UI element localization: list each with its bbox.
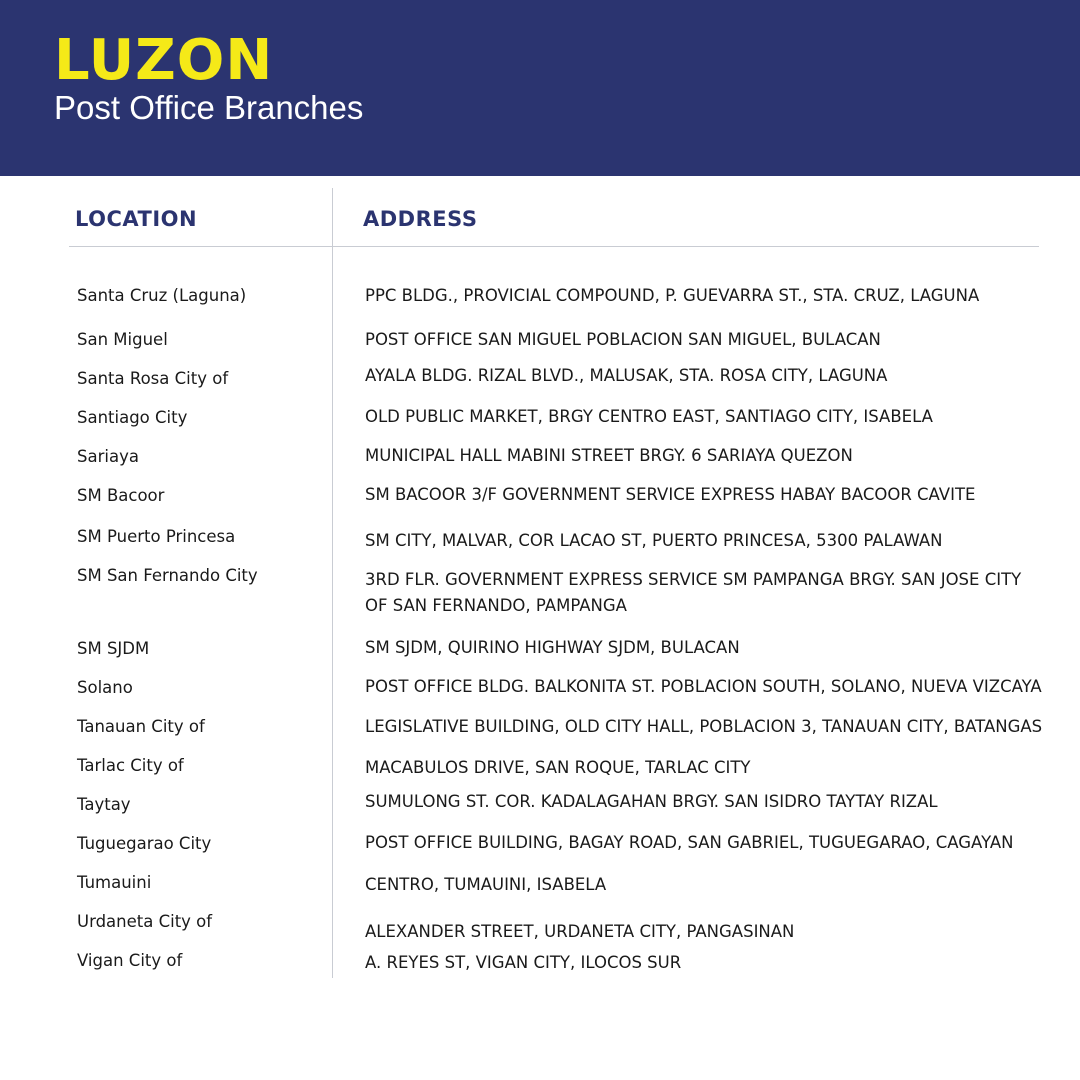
location-cell: Solano	[77, 678, 133, 697]
address-cell: A. REYES ST, VIGAN CITY, ILOCOS SUR	[365, 953, 682, 972]
location-cell: San Miguel	[77, 330, 168, 349]
address-cell: POST OFFICE BUILDING, BAGAY ROAD, SAN GABRIEL, TUGUEGARAO, CAGAYAN	[365, 833, 1014, 852]
location-cell: Tumauini	[77, 873, 152, 892]
location-cell: SM Puerto Princesa	[77, 527, 236, 546]
location-cell: Taytay	[77, 795, 131, 814]
location-cell: Tarlac City of	[77, 756, 184, 775]
column-divider	[332, 188, 333, 978]
location-cell: Vigan City of	[77, 951, 183, 970]
address-cell: MUNICIPAL HALL MABINI STREET BRGY. 6 SARIAYA QUEZON	[365, 446, 853, 465]
address-cell: MACABULOS DRIVE, SAN ROQUE, TARLAC CITY	[365, 758, 751, 777]
location-cell: Santa Rosa City of	[77, 369, 229, 388]
address-cell: PPC BLDG., PROVICIAL COMPOUND, P. GUEVARRA ST., STA. CRUZ, LAGUNA	[365, 286, 980, 305]
address-cell: SUMULONG ST. COR. KADALAGAHAN BRGY. SAN ISIDRO TAYTAY RIZAL	[365, 792, 938, 811]
address-cell: OLD PUBLIC MARKET, BRGY CENTRO EAST, SANTIAGO CITY, ISABELA	[365, 407, 933, 426]
address-cell: SM SJDM, QUIRINO HIGHWAY SJDM, BULACAN	[365, 638, 740, 657]
page-subtitle: Post Office Branches	[54, 89, 364, 126]
location-cell: Santa Cruz (Laguna)	[77, 286, 247, 305]
location-cell: Tuguegarao City	[77, 834, 212, 853]
address-cell: AYALA BLDG. RIZAL BLVD., MALUSAK, STA. ROSA CITY, LAGUNA	[365, 366, 888, 385]
header-banner	[0, 0, 1080, 176]
location-cell: SM San Fernando City	[77, 566, 258, 585]
location-cell: Tanauan City of	[77, 717, 205, 736]
address-cell: SM CITY, MALVAR, COR LACAO ST, PUERTO PRINCESA, 5300 PALAWAN	[365, 531, 943, 550]
location-cell: SM SJDM	[77, 639, 150, 658]
location-cell: SM Bacoor	[77, 486, 165, 505]
page-title: LUZON	[54, 28, 274, 93]
header-divider	[69, 246, 1039, 247]
address-cell: SM BACOOR 3/F GOVERNMENT SERVICE EXPRESS HABAY BACOOR CAVITE	[365, 485, 976, 504]
address-cell: POST OFFICE BLDG. BALKONITA ST. POBLACION SOUTH, SOLANO, NUEVA VIZCAYA	[365, 677, 1042, 696]
location-cell: Sariaya	[77, 447, 139, 466]
address-cell: LEGISLATIVE BUILDING, OLD CITY HALL, POBLACION 3, TANAUAN CITY, BATANGAS	[365, 717, 1043, 736]
address-cell: CENTRO, TUMAUINI, ISABELA	[365, 875, 607, 894]
location-cell: Urdaneta City of	[77, 912, 213, 931]
address-cell: 3RD FLR. GOVERNMENT EXPRESS SERVICE SM PAMPANGA BRGY. SAN JOSE CITY OF SAN FERNANDO, PAMPANGA	[365, 570, 1022, 615]
location-cell: Santiago City	[77, 408, 188, 427]
column-header-location: LOCATION	[75, 207, 198, 231]
column-header-address: ADDRESS	[363, 207, 478, 231]
address-cell: POST OFFICE SAN MIGUEL POBLACION SAN MIGUEL, BULACAN	[365, 330, 881, 349]
address-cell: ALEXANDER STREET, URDANETA CITY, PANGASINAN	[365, 922, 795, 941]
